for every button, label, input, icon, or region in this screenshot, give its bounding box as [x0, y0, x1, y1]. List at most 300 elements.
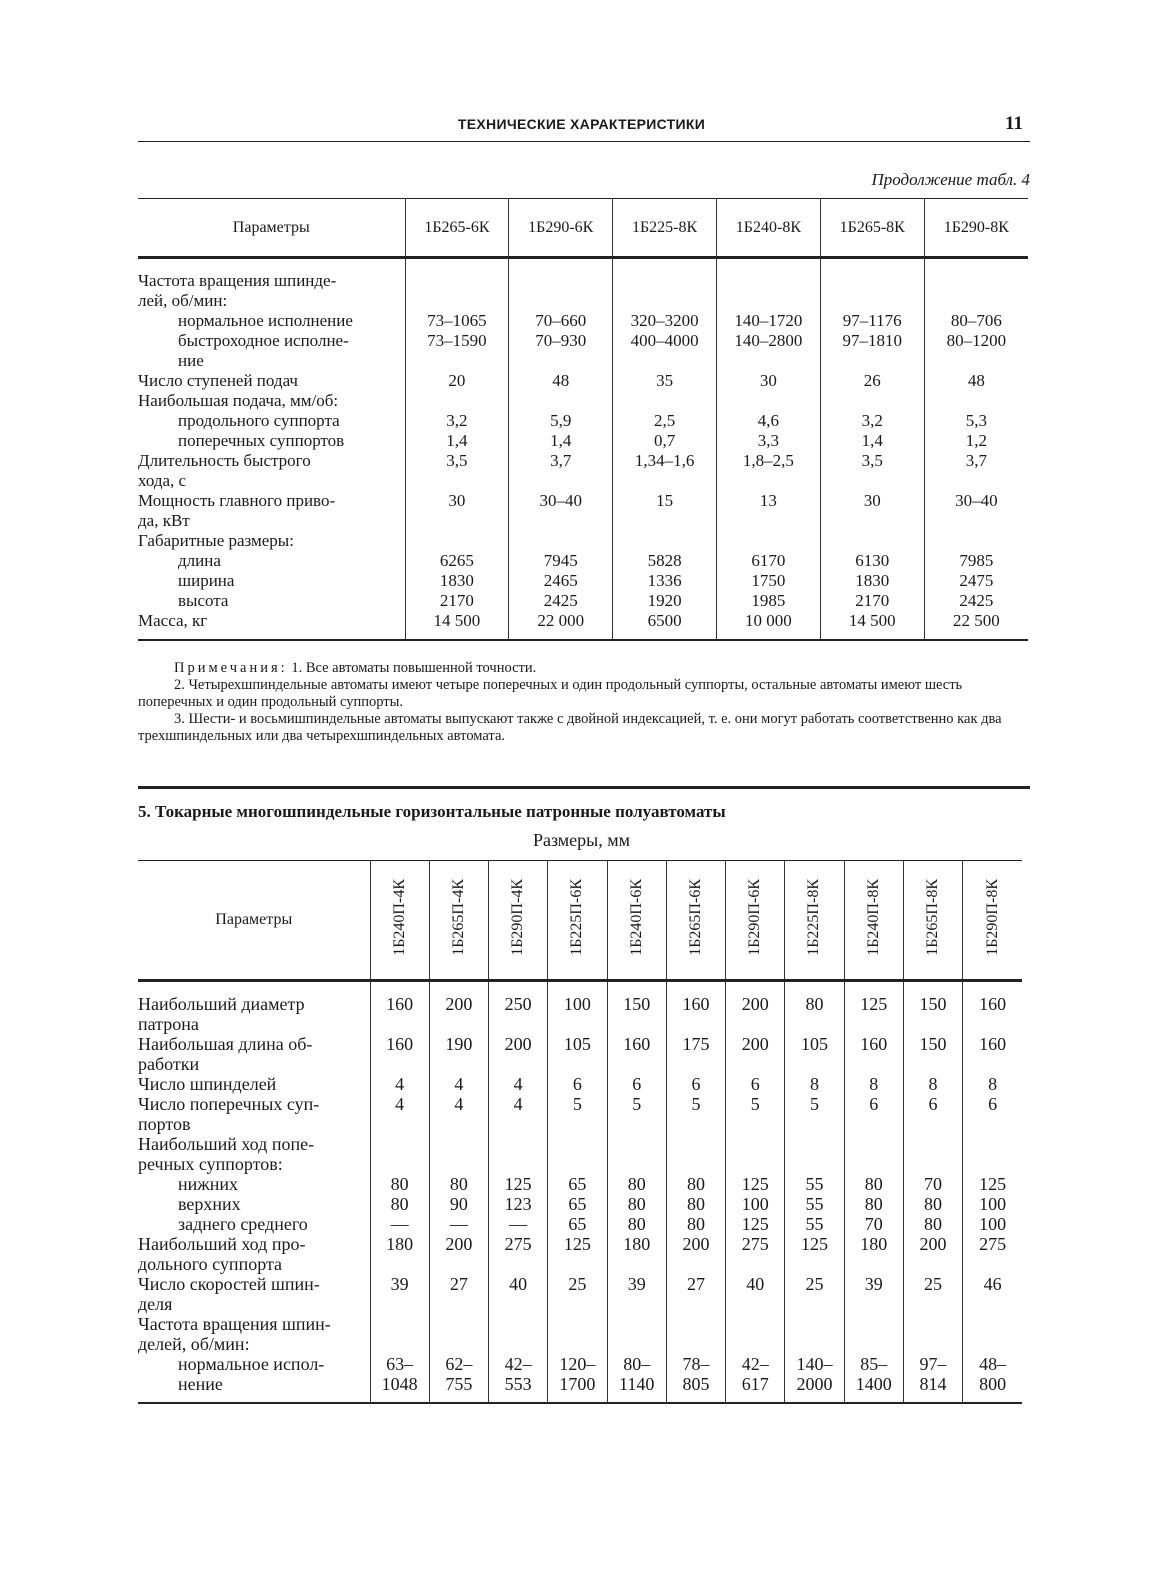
spacer-cell [716, 258, 820, 272]
table-row [138, 1074, 1022, 1094]
row-label: быстроходное исполне- ние [178, 331, 349, 370]
row-label: Длительность быстрого хода, с [138, 451, 311, 490]
row-label: Частота вращения шпинде- лей, об/мин: [138, 271, 337, 310]
spacer-cell [726, 1394, 785, 1403]
cell-value: 160 [963, 1034, 1022, 1074]
cell-value: 40 [489, 1274, 548, 1314]
cell-value: 8 [963, 1074, 1022, 1094]
cell-value: 1,4 [820, 431, 924, 451]
row-label: нижних [178, 1174, 238, 1194]
cell-value: 65 [548, 1174, 607, 1194]
cell-value: 150 [903, 994, 962, 1034]
cell-value [405, 391, 509, 411]
cell-value: 5828 [613, 551, 717, 571]
cell-value: 1,4 [509, 431, 613, 451]
cell-value [785, 1314, 844, 1354]
cell-value: 4 [370, 1094, 429, 1134]
cell-value [509, 531, 613, 551]
cell-value: 275 [963, 1234, 1022, 1274]
cell-value: 30 [716, 371, 820, 391]
cell-value [548, 1314, 607, 1354]
cell-value: 7985 [924, 551, 1028, 571]
cell-value: 39 [370, 1274, 429, 1314]
cell-value: 46 [963, 1274, 1022, 1314]
cell-value [726, 1314, 785, 1354]
cell-value: 4 [489, 1074, 548, 1094]
table-row [138, 1214, 1022, 1234]
notes-heading: Примечания: [174, 660, 288, 676]
cell-value: 70–660 [509, 311, 613, 331]
table-continuation-label: Продолжение табл. 4 [871, 170, 1030, 189]
spacer-cell [820, 631, 924, 640]
cell-value: 160 [370, 1034, 429, 1074]
cell-value: 2465 [509, 571, 613, 591]
column-header [666, 861, 725, 981]
cell-value: 27 [429, 1274, 488, 1314]
cell-value: 180 [370, 1234, 429, 1274]
cell-value [607, 1314, 666, 1354]
cell-value [903, 1134, 962, 1174]
cell-value: 1830 [820, 571, 924, 591]
row-label: ширина [178, 571, 235, 590]
cell-value: 80–706 [924, 311, 1028, 331]
table-row [138, 311, 1028, 331]
row-label: продольного суппорта [178, 411, 340, 430]
cell-value [903, 1314, 962, 1354]
row-label: поперечных суппортов [178, 431, 345, 450]
cell-value [509, 391, 613, 411]
cell-value: 39 [607, 1274, 666, 1314]
cell-value [785, 1134, 844, 1174]
cell-value: 160 [844, 1034, 903, 1074]
cell-value: 55 [785, 1214, 844, 1234]
cell-value: 3,2 [820, 411, 924, 431]
table-row [138, 331, 1028, 371]
spacer-cell [924, 258, 1028, 272]
cell-value: 6 [903, 1094, 962, 1134]
column-header: 1Б265-6К [405, 199, 509, 258]
cell-value: 63– 1048 [370, 1354, 429, 1394]
cell-value [489, 1134, 548, 1174]
spacer-cell [820, 258, 924, 272]
spacer-cell [405, 631, 509, 640]
spacer-cell [138, 1394, 370, 1403]
cell-value: 6 [963, 1094, 1022, 1134]
row-label: Наибольшая подача, мм/об: [138, 391, 339, 410]
cell-value: 80 [844, 1194, 903, 1214]
column-header-label: 1Б240П-8К [864, 878, 882, 956]
cell-value: 320–3200 [613, 311, 717, 331]
table-row [138, 1274, 1022, 1314]
cell-value: 1,8–2,5 [716, 451, 820, 491]
column-header [607, 861, 666, 981]
cell-value: 6 [844, 1094, 903, 1134]
cell-value: 4,6 [716, 411, 820, 431]
cell-value [370, 1134, 429, 1174]
cell-value: 70 [903, 1174, 962, 1194]
cell-value: 20 [405, 371, 509, 391]
cell-value: 26 [820, 371, 924, 391]
cell-value: 7945 [509, 551, 613, 571]
spacer-cell [405, 258, 509, 272]
column-header-label: 1Б240П-4К [390, 878, 408, 956]
cell-value [963, 1134, 1022, 1174]
cell-value: 105 [785, 1034, 844, 1074]
column-header [844, 861, 903, 981]
cell-value: 80 [666, 1174, 725, 1194]
cell-value [489, 1314, 548, 1354]
cell-value: 1985 [716, 591, 820, 611]
cell-value [405, 531, 509, 551]
cell-value: 78– 805 [666, 1354, 725, 1394]
cell-value: 200 [429, 994, 488, 1034]
row-label: Масса, кг [138, 611, 208, 630]
page-number: 11 [1005, 113, 1023, 134]
spacer-cell [924, 631, 1028, 640]
cell-value [716, 531, 820, 551]
spacer-cell [963, 981, 1022, 995]
cell-value: 200 [489, 1034, 548, 1074]
row-label: нормальное испол- нение [178, 1354, 325, 1394]
cell-value: 125 [963, 1174, 1022, 1194]
cell-value: 48 [924, 371, 1028, 391]
table-row [138, 431, 1028, 451]
cell-value [548, 1134, 607, 1174]
cell-value: 180 [844, 1234, 903, 1274]
cell-value: 200 [903, 1234, 962, 1274]
row-label: Наибольший ход про- дольного суппорта [138, 1234, 306, 1274]
cell-value: 70–930 [509, 331, 613, 371]
cell-value: 6500 [613, 611, 717, 631]
cell-value: 90 [429, 1194, 488, 1214]
cell-value: 80 [903, 1194, 962, 1214]
cell-value: 6 [607, 1074, 666, 1094]
table-row [138, 1354, 1022, 1394]
cell-value: 27 [666, 1274, 725, 1314]
spacer-cell [607, 981, 666, 995]
table-row [138, 391, 1028, 411]
cell-value: 2,5 [613, 411, 717, 431]
column-header: 1Б225-8К [613, 199, 717, 258]
cell-value: 48 [509, 371, 613, 391]
row-label: Число поперечных суп- портов [138, 1094, 320, 1134]
cell-value [509, 271, 613, 311]
cell-value: 105 [548, 1034, 607, 1074]
cell-value: 180 [607, 1234, 666, 1274]
cell-value: 3,7 [924, 451, 1028, 491]
cell-value: 140–1720 [716, 311, 820, 331]
cell-value: 97–1810 [820, 331, 924, 371]
table-row [138, 411, 1028, 431]
cell-value: 275 [726, 1234, 785, 1274]
cell-value: 10 000 [716, 611, 820, 631]
cell-value: 1750 [716, 571, 820, 591]
cell-value: 200 [726, 994, 785, 1034]
cell-value [963, 1314, 1022, 1354]
cell-value: 80–1200 [924, 331, 1028, 371]
column-header [548, 861, 607, 981]
cell-value: 80 [607, 1194, 666, 1214]
column-header: 1Б240-8К [716, 199, 820, 258]
column-header-label: 1Б265П-4К [449, 878, 467, 956]
cell-value: 5 [666, 1094, 725, 1134]
cell-value: 2475 [924, 571, 1028, 591]
column-header: 1Б265-8К [820, 199, 924, 258]
cell-value: 30 [405, 491, 509, 531]
spacer-cell [844, 981, 903, 995]
table-row [138, 1094, 1022, 1134]
cell-value: 25 [903, 1274, 962, 1314]
spacer-cell [785, 1394, 844, 1403]
cell-value: 100 [548, 994, 607, 1034]
spacer-cell [963, 1394, 1022, 1403]
spacer-cell [509, 631, 613, 640]
row-label: Частота вращения шпин- делей, об/мин: [138, 1314, 331, 1354]
table-5-units: Размеры, мм [532, 830, 631, 850]
column-header-label: 1Б225П-6К [568, 878, 586, 956]
cell-value: 200 [429, 1234, 488, 1274]
cell-value: 125 [785, 1234, 844, 1274]
row-label: Габаритные размеры: [138, 531, 294, 550]
cell-value: 62– 755 [429, 1354, 488, 1394]
cell-value: 39 [844, 1274, 903, 1314]
cell-value: 4 [429, 1074, 488, 1094]
cell-value: 80– 1140 [607, 1354, 666, 1394]
spacer-cell [489, 1394, 548, 1403]
cell-value: 140– 2000 [785, 1354, 844, 1394]
cell-value [405, 271, 509, 311]
column-header [429, 861, 488, 981]
cell-value: 80 [607, 1174, 666, 1194]
cell-value [820, 391, 924, 411]
table-4-continuation [138, 198, 1028, 641]
cell-value: 140–2800 [716, 331, 820, 371]
column-header-label: 1Б265П-8К [924, 878, 942, 956]
cell-value [716, 391, 820, 411]
cell-value: 97–1176 [820, 311, 924, 331]
cell-value: 22 000 [509, 611, 613, 631]
cell-value: 15 [613, 491, 717, 531]
cell-value: 6 [666, 1074, 725, 1094]
row-label: Число ступеней подач [138, 371, 298, 390]
cell-value: 6 [548, 1074, 607, 1094]
cell-value: 190 [429, 1034, 488, 1074]
column-header [726, 861, 785, 981]
column-header: 1Б290-6К [509, 199, 613, 258]
cell-value: 5 [607, 1094, 666, 1134]
cell-value: 1,4 [405, 431, 509, 451]
row-label: верхних [178, 1194, 241, 1214]
table-row [138, 551, 1028, 571]
table-row [138, 1134, 1022, 1174]
cell-value: 275 [489, 1234, 548, 1274]
spacer-cell [509, 258, 613, 272]
cell-value: 80 [785, 994, 844, 1034]
cell-value [607, 1134, 666, 1174]
row-label: высота [178, 591, 229, 610]
column-header-label: 1Б290П-4К [509, 878, 527, 956]
table-notes [138, 660, 1030, 745]
cell-value: 150 [903, 1034, 962, 1074]
table-5 [138, 860, 1022, 1404]
cell-value: 35 [613, 371, 717, 391]
table-row [138, 1314, 1022, 1354]
cell-value: 2425 [924, 591, 1028, 611]
table-row [138, 591, 1028, 611]
cell-value: 55 [785, 1194, 844, 1214]
cell-value [844, 1134, 903, 1174]
note-3: 3. Шести- и восьмишпиндельные автоматы выпускают также с двойной индексацией, т. е. они могут работать соответственно как два трехшпиндельных или два четырехшпиндельных автомата. [138, 711, 1002, 744]
cell-value: 13 [716, 491, 820, 531]
cell-value: 100 [963, 1214, 1022, 1234]
row-label: Наибольший диаметр патрона [138, 994, 305, 1034]
cell-value: 30–40 [509, 491, 613, 531]
spacer-cell [138, 258, 405, 272]
cell-value: 125 [726, 1174, 785, 1194]
cell-value: 40 [726, 1274, 785, 1314]
cell-value: 5,3 [924, 411, 1028, 431]
cell-value: 8 [844, 1074, 903, 1094]
cell-value: 175 [666, 1034, 725, 1074]
cell-value: — [370, 1214, 429, 1234]
spacer-cell [844, 1394, 903, 1403]
cell-value [429, 1134, 488, 1174]
cell-value: 160 [963, 994, 1022, 1034]
cell-value: 25 [785, 1274, 844, 1314]
cell-value: 200 [726, 1034, 785, 1074]
cell-value: 14 500 [405, 611, 509, 631]
cell-value: 6265 [405, 551, 509, 571]
cell-value: 125 [548, 1234, 607, 1274]
cell-value: 85– 1400 [844, 1354, 903, 1394]
spacer-cell [138, 981, 370, 995]
cell-value: 80 [666, 1214, 725, 1234]
row-label: Мощность главного приво- да, кВт [138, 491, 336, 530]
spacer-cell [370, 1394, 429, 1403]
cell-value: 5 [785, 1094, 844, 1134]
cell-value: 4 [429, 1094, 488, 1134]
cell-value: 1336 [613, 571, 717, 591]
cell-value: 5 [548, 1094, 607, 1134]
spacer-cell [716, 631, 820, 640]
cell-value: 120– 1700 [548, 1354, 607, 1394]
cell-value: 80 [666, 1194, 725, 1214]
spacer-cell [785, 981, 844, 995]
cell-value: 73–1065 [405, 311, 509, 331]
cell-value: 125 [844, 994, 903, 1034]
cell-value: 22 500 [924, 611, 1028, 631]
cell-value [924, 391, 1028, 411]
cell-value: 73–1590 [405, 331, 509, 371]
cell-value [820, 271, 924, 311]
cell-value: 6130 [820, 551, 924, 571]
row-label: заднего среднего [178, 1214, 308, 1234]
column-header [903, 861, 962, 981]
column-header [963, 861, 1022, 981]
spacer-cell [666, 981, 725, 995]
row-label: длина [178, 551, 221, 570]
cell-value: 3,5 [820, 451, 924, 491]
cell-value: 70 [844, 1214, 903, 1234]
cell-value: 30 [820, 491, 924, 531]
cell-value: 80 [844, 1174, 903, 1194]
cell-value [666, 1314, 725, 1354]
cell-value: 97– 814 [903, 1354, 962, 1394]
table-row [138, 531, 1028, 551]
cell-value: 160 [370, 994, 429, 1034]
column-header-label: 1Б265П-6К [686, 878, 704, 956]
spacer-cell [138, 631, 405, 640]
cell-value: 3,5 [405, 451, 509, 491]
cell-value: 5,9 [509, 411, 613, 431]
cell-value: 25 [548, 1274, 607, 1314]
column-header [785, 861, 844, 981]
spacer-cell [607, 1394, 666, 1403]
row-label: Число шпинделей [138, 1074, 277, 1094]
header-rule [138, 141, 1030, 142]
table-row [138, 994, 1022, 1034]
cell-value: 80 [429, 1174, 488, 1194]
cell-value: 80 [607, 1214, 666, 1234]
cell-value [716, 271, 820, 311]
cell-value [613, 271, 717, 311]
cell-value: 100 [963, 1194, 1022, 1214]
spacer-cell [666, 1394, 725, 1403]
cell-value: 65 [548, 1214, 607, 1234]
spacer-cell [613, 258, 717, 272]
table-row [138, 271, 1028, 311]
table-row [138, 1194, 1022, 1214]
table-row [138, 1174, 1022, 1194]
spacer-cell [429, 981, 488, 995]
cell-value: 125 [726, 1214, 785, 1234]
note-2: 2. Четырехшпиндельные автоматы имеют четыре поперечных и один продольный суппорты, остальные автоматы имеют шесть поперечных и один продольный суппорты. [138, 677, 963, 710]
column-header: 1Б290-8К [924, 199, 1028, 258]
cell-value: 200 [666, 1234, 725, 1274]
cell-value [844, 1314, 903, 1354]
table-row [138, 451, 1028, 491]
spacer-cell [726, 981, 785, 995]
table-row [138, 571, 1028, 591]
cell-value [429, 1314, 488, 1354]
spacer-cell [903, 1394, 962, 1403]
spacer-cell [429, 1394, 488, 1403]
cell-value: 30–40 [924, 491, 1028, 531]
cell-value: 80 [903, 1214, 962, 1234]
table-row [138, 371, 1028, 391]
cell-value: 0,7 [613, 431, 717, 451]
cell-value: 5 [726, 1094, 785, 1134]
column-header-label: 1Б290П-8К [983, 878, 1001, 956]
row-label: Наибольший ход попе- речных суппортов: [138, 1134, 315, 1174]
cell-value: 4 [489, 1094, 548, 1134]
param-header: Параметры [138, 861, 370, 981]
cell-value: 3,3 [716, 431, 820, 451]
table-5-title: 5. Токарные многошпиндельные горизонтальные патронные полуавтоматы [138, 802, 726, 821]
cell-value: 1,34–1,6 [613, 451, 717, 491]
cell-value: 1920 [613, 591, 717, 611]
cell-value: — [489, 1214, 548, 1234]
cell-value: 65 [548, 1194, 607, 1214]
cell-value: 8 [785, 1074, 844, 1094]
cell-value [820, 531, 924, 551]
spacer-cell [370, 981, 429, 995]
row-label: Число скоростей шпин- деля [138, 1274, 320, 1314]
spacer-cell [489, 981, 548, 995]
cell-value [613, 531, 717, 551]
cell-value: 3,7 [509, 451, 613, 491]
cell-value [726, 1134, 785, 1174]
